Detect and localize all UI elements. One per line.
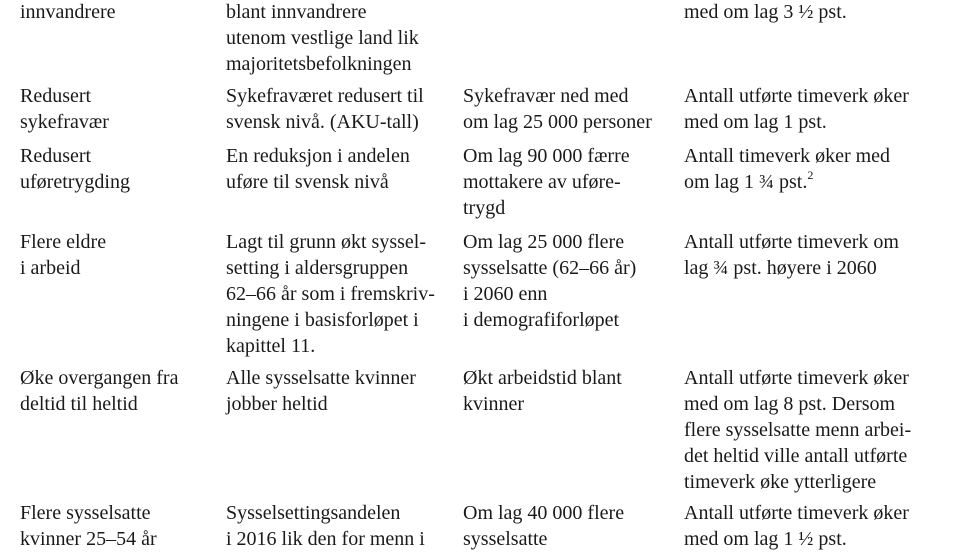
measure-cell: Flere sysselsatte kvinner 25–54 år	[20, 502, 157, 550]
result-cell: Antall utførte timeverk øker med om lag 1 pst.	[684, 85, 909, 133]
effect-cell: Sykefravær ned med om lag 25 000 personer	[463, 85, 652, 133]
measure-cell: Flere eldre i arbeid	[20, 231, 107, 279]
result-cell: med om lag 3 ½ pst.	[684, 1, 847, 23]
effect-cell: Om lag 90 000 færre mottakere av uføre- trygd	[463, 145, 630, 219]
footnote-marker: 2	[807, 168, 814, 182]
result-cell: Antall utførte timeverk øker med om lag 1 ½ pst.	[684, 502, 909, 550]
measure-cell: Redusert sykefravær	[20, 85, 109, 133]
assumption-cell: Lagt til grunn økt syssel- setting i aldersgruppen 62–66 år som i fremskriv- ningene i basisforløpet i kapittel 11.	[226, 231, 435, 357]
measure-cell: Øke overgangen fra deltid til heltid	[20, 367, 179, 415]
assumption-cell: Sykefraværet redusert til svensk nivå. (AKU-tall)	[226, 85, 424, 133]
measure-cell: Redusert uføretrygding	[20, 145, 130, 193]
effect-cell: Om lag 25 000 flere sysselsatte (62–66 år) i 2060 enn i demografiforløpet	[463, 231, 637, 331]
assumption-cell: Alle sysselsatte kvinner jobber heltid	[226, 367, 416, 415]
assumption-cell: Sysselsettingsandelen i 2016 lik den for menn i	[226, 502, 425, 550]
result-cell: Antall utførte timeverk øker med om lag 8 pst. Dersom flere sysselsatte menn arbei- det heltid ville antall utførte timeverk øke ytterligere	[684, 367, 912, 493]
effect-cell: Økt arbeidstid blant kvinner	[463, 367, 622, 415]
result-text: Antall timeverk øker med om lag 1 ¾ pst.	[684, 145, 891, 193]
effect-cell: Om lag 40 000 flere sysselsatte	[463, 502, 625, 550]
assumption-cell: blant innvandrere utenom vestlige land lik majoritetsbefolkningen	[226, 1, 419, 75]
measure-cell: innvandrere	[20, 1, 116, 23]
assumption-cell: En reduksjon i andelen uføre til svensk nivå	[226, 145, 410, 193]
result-cell	[684, 143, 954, 195]
result-cell: Antall utførte timeverk om lag ¾ pst. høyere i 2060	[684, 231, 899, 279]
